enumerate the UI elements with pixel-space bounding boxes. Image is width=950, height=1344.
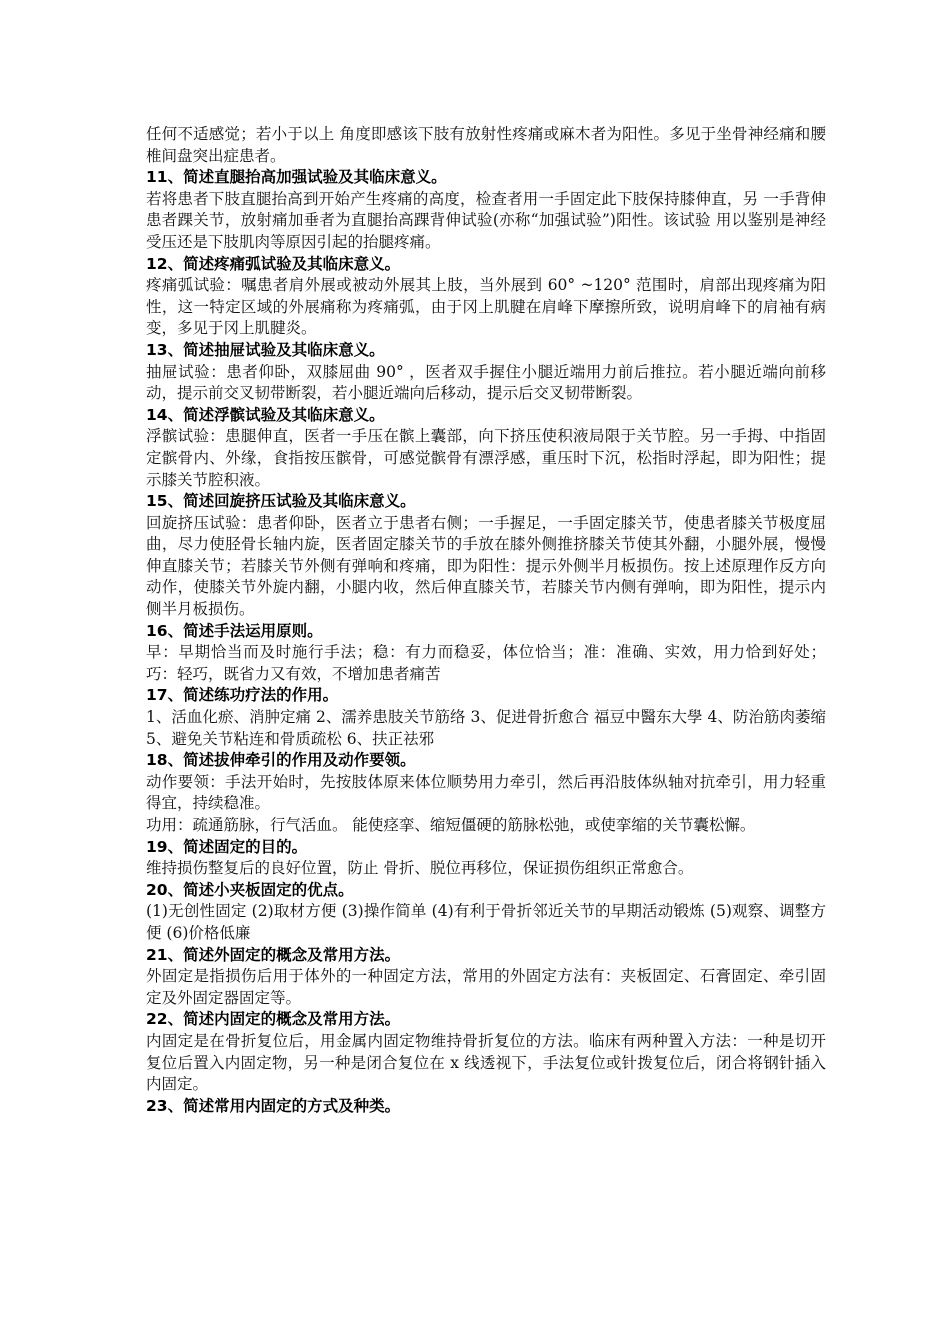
paragraph: 1、活血化瘀、消肿定痛 2、濡养患肢关节筋络 3、促进骨折愈合 福豆中醫东大學 4、防治筋肉萎缩 5、避免关节粘连和骨质疏松 6、扶正祛邪 bbox=[146, 708, 826, 748]
paragraph: 浮髌试验：患腿伸直，医者一手压在髌上囊部，向下挤压使积液局限于关节腔。另一手拇、中指固定髌骨内、外缘，食指按压髌骨，可感觉髌骨有漂浮感，重压时下沉，松指时浮起，即为阳性；提示膝关节腔积液。 bbox=[146, 427, 826, 489]
paragraph: 功用：疏通筋脉，行气活血。 能使痉挛、缩短僵硬的筋脉松弛，或使挛缩的关节囊松懈。 bbox=[146, 816, 756, 834]
paragraph: 任何不适感觉；若小于以上 角度即感该下肢有放射性疼痛或麻木者为阳性。多见于坐骨神经痛和腰椎间盘突出症患者。 bbox=[146, 125, 826, 165]
paragraph: 维持损伤整复后的良好位置，防止 骨折、脱位再移位，保证损伤组织正常愈合。 bbox=[146, 859, 694, 878]
paragraph: 动作要领：手法开始时，先按肢体原来体位顺势用力牵引，然后再沿肢体纵轴对抗牵引，用力轻重得宜，持续稳准。 bbox=[146, 772, 826, 813]
section-heading: 20、简述小夹板固定的优点。 bbox=[146, 880, 354, 899]
paragraph: 早：早期恰当而及时施行手法；稳：有力而稳妥，体位恰当；准：准确、实效，用力恰到好处；巧：轻巧，既省力又有效，不增加患者痛苦 bbox=[146, 643, 826, 683]
section-heading: 23、简述常用内固定的方式及种类。 bbox=[146, 1096, 401, 1115]
document-page bbox=[146, 124, 826, 1117]
section-heading: 21、简述外固定的概念及常用方法。 bbox=[146, 945, 401, 964]
section-heading: 17、简述练功疗法的作用。 bbox=[146, 686, 339, 705]
section-heading: 18、简述拔伸牵引的作用及动作要领。 bbox=[146, 751, 416, 770]
paragraph: 外固定是指损伤后用于体外的一种固定方法，常用的外固定方法有：夹板固定、石膏固定、牵引固定及外固定器固定等。 bbox=[146, 967, 826, 1007]
paragraph: 若将患者下肢直腿抬高到开始产生疼痛的高度，检查者用一手固定此下肢保持膝伸直，另 一手背伸患者踝关节，放射痛加垂者为直腿抬高踝背伸试验(亦称“加强试验”)阳性。该试验 用以鉴别是神经受压还是下肢肌肉等原因引起的抬腿疼痛。 bbox=[146, 189, 826, 251]
section-heading: 15、简述回旋挤压试验及其临床意义。 bbox=[146, 492, 416, 511]
paragraph: 回旋挤压试验：患者仰卧，医者立于患者右侧；一手握足，一手固定膝关节，使患者膝关节极度屈曲，尽力使胫骨长轴内旋，医者固定膝关节的手放在膝外侧推挤膝关节使其外翻，小腿外展，慢慢伸直膝关节；若膝关节外侧有弹响和疼痛，即为阳性：提示外侧半月板损伤。按上述原理作反方向动作，使膝关节外旋内翻，小腿内收，然后伸直膝关节，若膝关节内侧有弹响，即为阳性，提示内侧半月板损伤。 bbox=[146, 513, 826, 619]
section-heading: 14、简述浮髌试验及其临床意义。 bbox=[146, 405, 385, 424]
section-heading: 19、简述固定的目的。 bbox=[146, 837, 308, 856]
section-heading: 12、简述疼痛弧试验及其临床意义。 bbox=[146, 254, 401, 273]
paragraph: (1)无创性固定 (2)取材方便 (3)操作简单 (4)有利于骨折邻近关节的早期活动锻炼 (5)观察、调整方便 (6)价格低廉 bbox=[146, 902, 826, 942]
section-heading: 16、简述手法运用原则。 bbox=[146, 621, 323, 640]
section-heading: 13、简述抽屉试验及其临床意义。 bbox=[146, 340, 385, 359]
paragraph: 抽屉试验：患者仰卧，双膝屈曲 90° ，医者双手握住小腿近端用力前后推拉。若小腿近端向前移动，提示前交叉韧带断裂，若小腿近端向后移动，提示后交叉韧带断裂。 bbox=[146, 362, 826, 403]
section-heading: 22、简述内固定的概念及常用方法。 bbox=[146, 1010, 401, 1029]
paragraph: 内固定是在骨折复位后，用金属内固定物维持骨折复位的方法。临床有两种置入方法：一种是切开复位后置入内固定物，另一种是闭合复位在 x 线透视下，手法复位或针拨复位后，闭合将钢针插入内固定。 bbox=[146, 1031, 826, 1094]
paragraph: 疼痛弧试验：嘱患者肩外展或被动外展其上肢，当外展到 60° ~120° 范围时，肩部出现疼痛为阳性，这一特定区域的外展痛称为疼痛弧，由于冈上肌腱在肩峰下摩擦所致，说明肩峰下的肩袖有病变，多见于冈上肌腱炎。 bbox=[146, 276, 826, 338]
section-heading: 11、简述直腿抬高加强试验及其临床意义。 bbox=[146, 168, 447, 187]
